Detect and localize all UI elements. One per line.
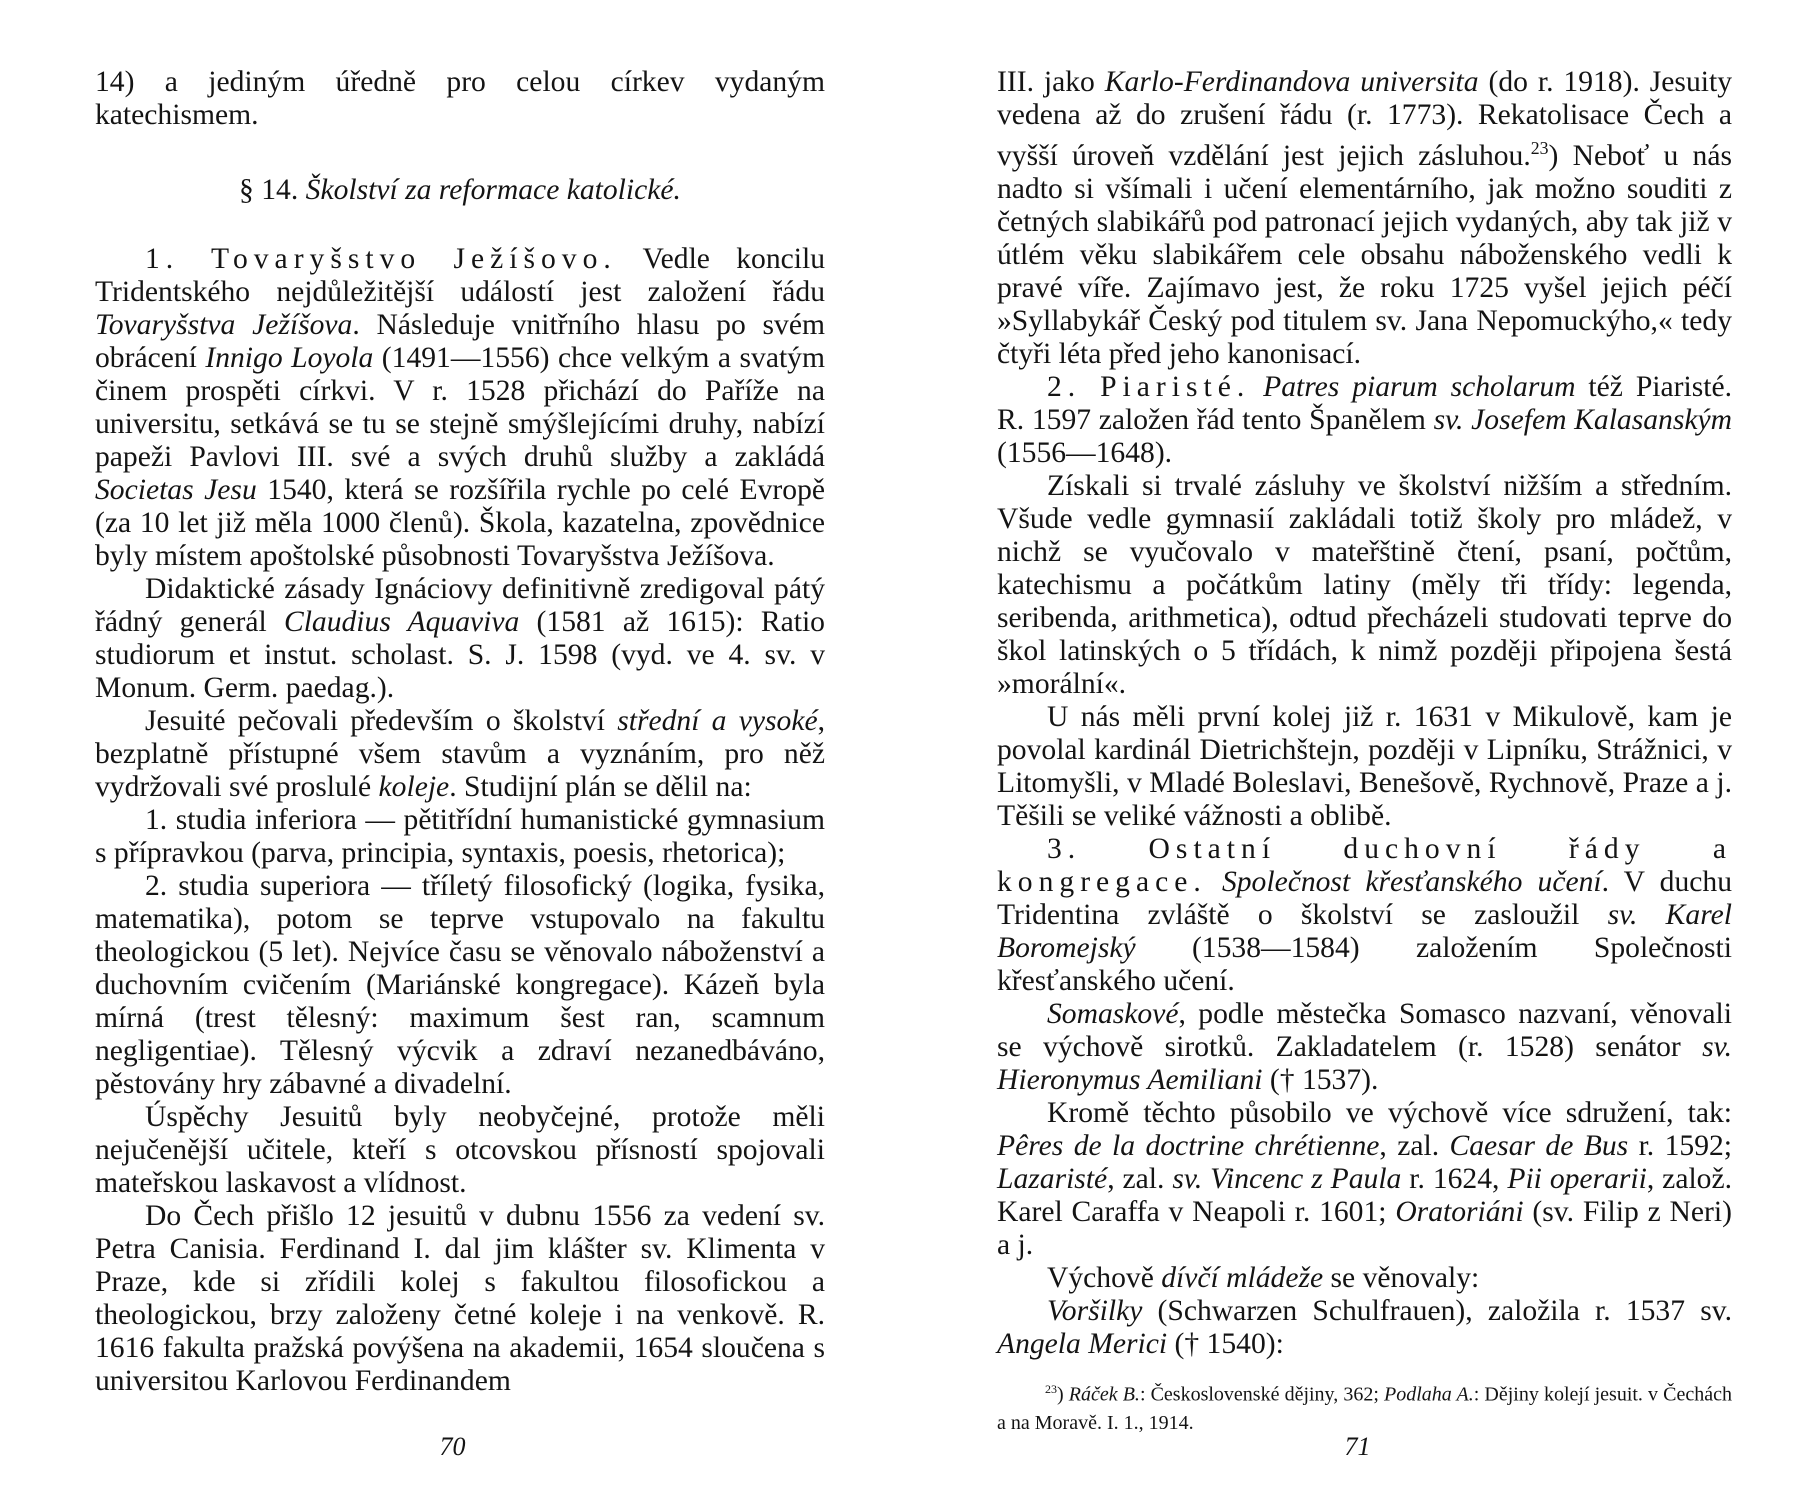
left-paragraph-1: 14) a jediným úředně pro celou církev vydaným katechismem. — [95, 66, 825, 131]
section-heading — [95, 174, 825, 207]
subheading-piarists: 2. Piaristé. — [1047, 370, 1251, 403]
page-number-left: 70 — [439, 1432, 466, 1461]
right-paragraph-university: III. jako Karlo-Ferdinandova universita (do r. 1918). Jesuity vedena až do zrušení řádu (r. 1773). Rekatolisace Čech a vyšší úroveň vzdělání jest jejich zásluhou.$^{23}$) Neboť u nás nadto si všímali i učení elementárního, jak možno souditi z četných slabikářů pod patronací jejich vydaných, aby tak již v útlém věku slabikářem cele obsahu náboženského vedli k pravé víře. Zajímavo jest, že roku 1725 vyšel jejich péčí »Syllabykář Český pod titulem sv. Jana Nepomuckýho,« tedy čtyři léta před jeho kanonisací. — [997, 66, 1732, 370]
right-text-column — [997, 66, 1732, 1437]
subheading-jesuits: 1. Tovaryšstvo Ježíšovo. — [145, 243, 617, 275]
left-paragraph-bohemia: Do Čech přišlo 12 jesuitů v dubnu 1556 za vedení sv. Petra Canisia. Ferdinand I. dal jim klášter sv. Klimenta v Praze, kde si zřídili kolej s fakultou filosofickou a theologickou, brzy založeny četné koleje i na venkově. R. 1616 fakulta pražská povýšena na akademii, 1654 sloučena s universitou Karlovou Ferdinandem — [95, 1200, 825, 1397]
left-paragraph-schools: Jesuité pečovali především o školství střední a vysoké, bezplatně přístupné všem stavům a vyznáním, pro něž vydržovali své proslulé koleje. Studijní plán se dělil na: — [95, 705, 825, 803]
right-paragraph-somascans: Somaskové, podle městečka Somasco nazvaní, věnovali se výchově sirotků. Zakladatelem (r. 1528) senátor sv. Hieronymus Aemiliani († 1537). — [997, 997, 1732, 1096]
right-page — [905, 0, 1810, 1500]
footnotes — [997, 1375, 1732, 1437]
left-paragraph-didactics: Didaktické zásady Ignáciovy definitivně zredigoval pátý řádný generál Claudius Aquaviva (1581 až 1615): Ratio studiorum et instut. scholast. S. J. 1598 (vyd. ve 4. sv. v Monum. Germ. paedag.). — [95, 573, 825, 704]
footnote-23: $^{23}$) Ráček B.: Československé dějiny, 362; Podlaha A.: Dějiny kolejí jesuit. v Čechách a na Moravě. I. 1., 1914. — [997, 1381, 1732, 1434]
right-paragraph-colleges: U nás měli první kolej již r. 1631 v Mikulově, kam je povolal kardinál Dietrichštejn, později v Lipníku, Strážnici, v Litomyšli, v Mladé Boleslavi, Benešově, Rychnově, Praze a j. Těšili se veliké vážnosti a oblibě. — [997, 700, 1732, 832]
right-paragraph-piarists: 2. Piaristé. Patres piarum scholarum též Piaristé. R. 1597 založen řád tento Španělem sv. Josefem Kalasanským (1556—1648). — [997, 370, 1732, 469]
footnote-reference: 23 — [1530, 138, 1549, 158]
left-paragraph-jesuits: 1. Tovaryšstvo Ježíšovo. Vedle koncilu Tridentského nejdůležitější událostí jest založení řádu Tovaryšstva Ježíšova. Následuje vnitřního hlasu po svém obrácení Innigo Loyola (1491—1556) chce velkým a svatým činem prospěti církvi. V r. 1528 přichází do Paříže na universitu, setkává se tu se stejně smýšlejícími druhy, nabízí papeži Pavlovi III. své a svých druhů služby a zakládá Societas Jesu 1540, která se rozšířila rychle po celé Evropě (za 10 let již měla 1000 členů). Škola, kazatelna, zpovědnice byly místem apoštolské působnosti Tovaryšstva Ježíšova. — [95, 243, 825, 572]
right-paragraph-associations: Kromě těchto působilo ve výchově více sdružení, tak: Pêres de la doctrine chrétienne, zal. Caesar de Bus r. 1592; Lazaristé, zal. sv. Vincenc z Paula r. 1624, Pii operarii, založ. Karel Caraffa v Neapoli r. 1601; Oratoriáni (sv. Filip z Neri) a j. — [997, 1096, 1733, 1261]
right-paragraph-orders: 3. Ostatní duchovní řády a kongregace. Společnost křesťanského učení. V duchu Tridentina zvláště o školství se zasloužil sv. Karel Boromejský (1538—1584) založením Společnosti křesťanského učení. — [997, 832, 1732, 997]
left-text-column — [95, 66, 825, 1398]
right-paragraph-ursulines: Voršilky (Schwarzen Schulfrauen), založila r. 1537 sv. Angela Merici († 1540): — [997, 1294, 1732, 1360]
footnote-mark: 23 — [1045, 1381, 1057, 1396]
section-title: Školství za reformace katolické. — [305, 174, 681, 206]
subheading-orders: 3. Ostatní duchovní řády a kongregace. — [997, 832, 1732, 898]
right-paragraph-girls-education: Výchově dívčí mládeže se věnovaly: — [1047, 1261, 1480, 1294]
right-paragraph-merits: Získali si trvalé zásluhy ve školství nižším a středním. Všude vedle gymnasií zakládali totiž školy pro mládež, v nichž se vyučovalo v mateřštině čtení, psaní, počtům, katechismu a počátkům latiny (měly tři třídy: legenda, seribenda, arithmetica), odtud přecházeli studovati teprve do škol latinských o 5 třídách, k nimž později připojena šestá »morální«. — [997, 469, 1732, 700]
page-number-right: 71 — [1344, 1432, 1371, 1461]
left-paragraph-superiora: 2. studia superiora — tříletý filosofický (logika, fysika, matematika), potom se teprve vstupovalo na fakultu theologickou (5 let). Nejvíce času se věnovalo náboženství a duchovním cvičením (Mariánské kongregace). Kázeň byla mírná (trest tělesný: maximum šest ran, scamnum negligentiae). Tělesný výcvik a zdraví nezanedbáváno, pěstovány hry zábavné a divadelní. — [95, 870, 825, 1100]
left-paragraph-inferiora: 1. studia inferiora — pětitřídní humanistické gymnasium s přípravkou (parva, principia, syntaxis, poesis, rhetorica); — [95, 804, 825, 869]
section-number: § 14. — [239, 174, 299, 206]
left-paragraph-success: Úspěchy Jesuitů byly neobyčejné, protože měli nejučenější učitele, kteří s otcovskou přísností spojovali mateřskou laskavost a vlídnost. — [95, 1101, 825, 1199]
